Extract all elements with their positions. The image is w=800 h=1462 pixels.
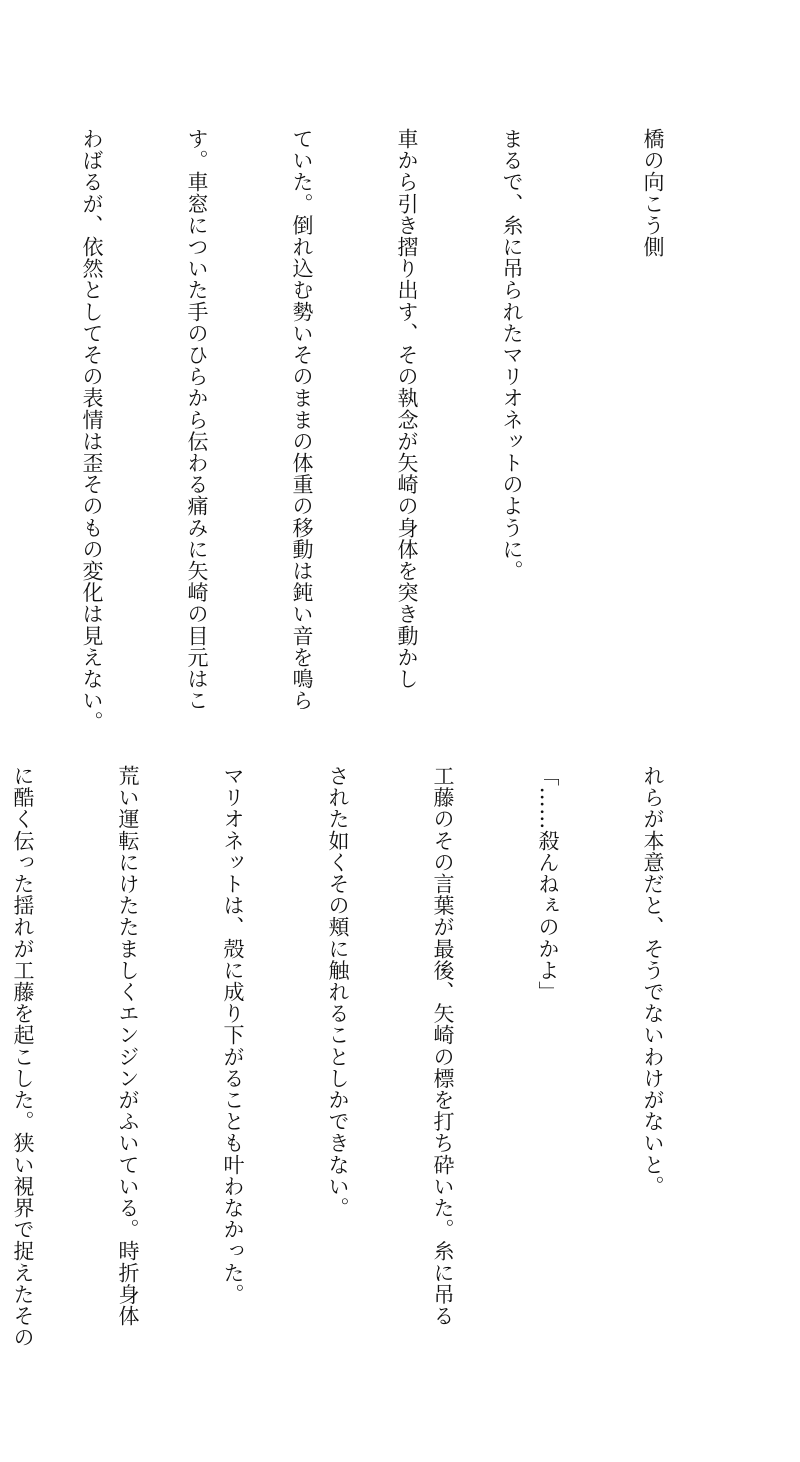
lower-text-block (11, 765, 740, 1395)
text-line: された如くその頬に触れることしかできない。 (326, 765, 350, 1219)
text-line: 「……殺んねぇのかよ」 (536, 765, 560, 1003)
text-line: まるで、糸に吊られたマリオネットのように。 (500, 128, 524, 582)
text-line: マリオネットは、殻に成り下がることも叶わなかった。 (221, 765, 245, 1305)
text-line: わばるが、依然としてその表情は歪そのもの変化は見えない。 (80, 128, 104, 733)
text-line (0, 128, 4, 728)
text-line: 車から引き摺り出す、その執念が矢崎の身体を突き動かし (395, 128, 419, 690)
text-line: に酷く伝った揺れが工藤を起こした。狭い視界で捉えたその (11, 765, 35, 1349)
text-line: 荒い運転にけたたましくエンジンがふいている。時折身体 (116, 765, 140, 1327)
text-line: 工藤のその言葉が最後、矢崎の標を打ち砕いた。糸に吊る (431, 765, 455, 1327)
text-line: す。車窓についた手のひらから伝わる痛みに矢崎の目元はこ (185, 128, 209, 712)
text-line: ていた。倒れ込む勢いそのままの体重の移動は鈍い音を鳴ら (290, 128, 314, 712)
chapter-title: 橋の向こう側 (641, 128, 665, 258)
upper-text-block (40, 128, 740, 733)
text-line: れらが本意だと、そうでないわけがないと。 (641, 765, 665, 1197)
